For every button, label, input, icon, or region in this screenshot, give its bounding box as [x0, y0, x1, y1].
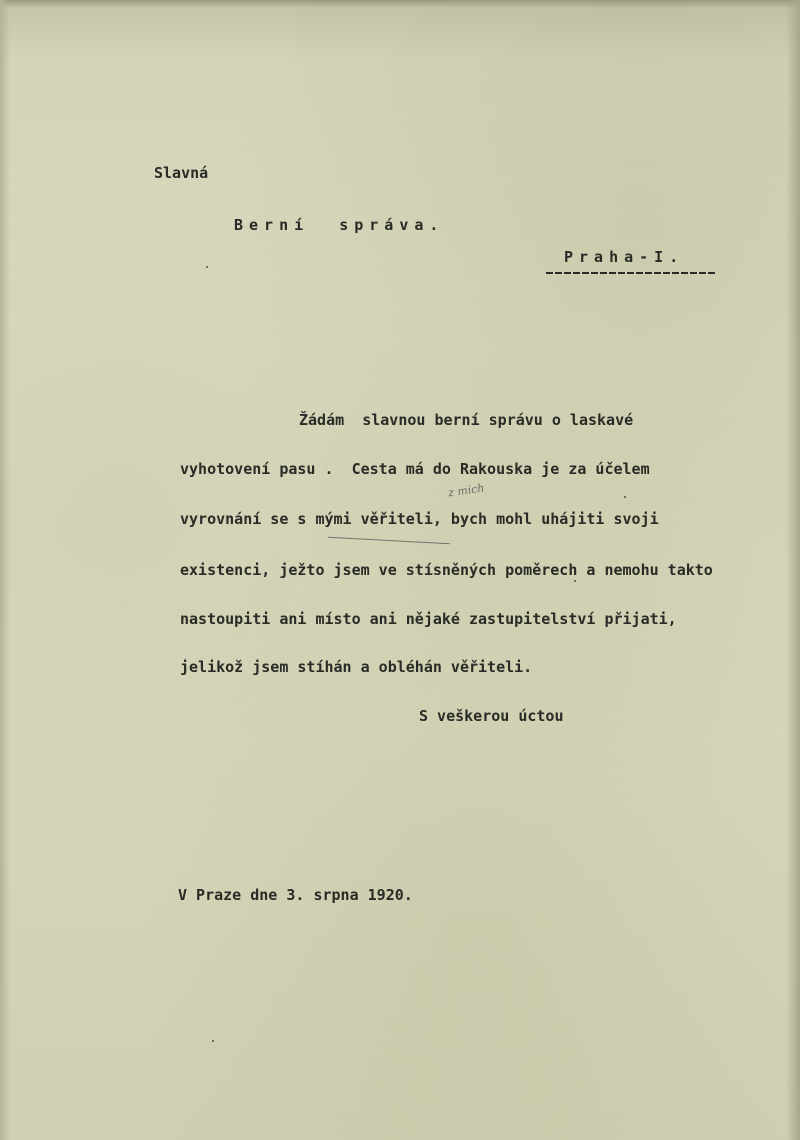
body-line: vyrovnání se s mými věřiteli, bych mohl uhájiti svoji: [180, 510, 659, 528]
body-line: nastoupiti ani místo ani nějaké zastupitelství přijati,: [180, 610, 677, 628]
paper-edge-left: [0, 0, 10, 1140]
paper-speck: [624, 496, 626, 498]
city-underline: [546, 272, 716, 274]
pencil-underline: [328, 537, 450, 544]
paper-speck: [574, 580, 576, 582]
paper-edge-top: [0, 0, 800, 8]
body-line: existenci, ježto jsem ve stísněných poměrech a nemohu takto: [180, 561, 713, 579]
body-line: vyhotovení pasu . Cesta má do Rakouska je za účelem: [180, 460, 650, 478]
body-line: jelikož jsem stíhán a obléhán věřiteli.: [180, 658, 533, 676]
paper-speck: [212, 1040, 214, 1042]
paper-speck: [206, 266, 208, 268]
pencil-annotation: z mich: [447, 481, 486, 500]
body-line: Žádám slavnou berní správu o laskavé: [299, 411, 634, 429]
addressee: Berní správa.: [234, 216, 445, 234]
paper-edge-right: [786, 0, 800, 1140]
city: Praha-I.: [564, 248, 685, 266]
date-line: V Praze dne 3. srpna 1920.: [178, 886, 413, 904]
paper-fold-shadow: [0, 0, 800, 60]
closing: S veškerou úctou: [419, 707, 564, 725]
salutation: Slavná: [154, 164, 209, 182]
